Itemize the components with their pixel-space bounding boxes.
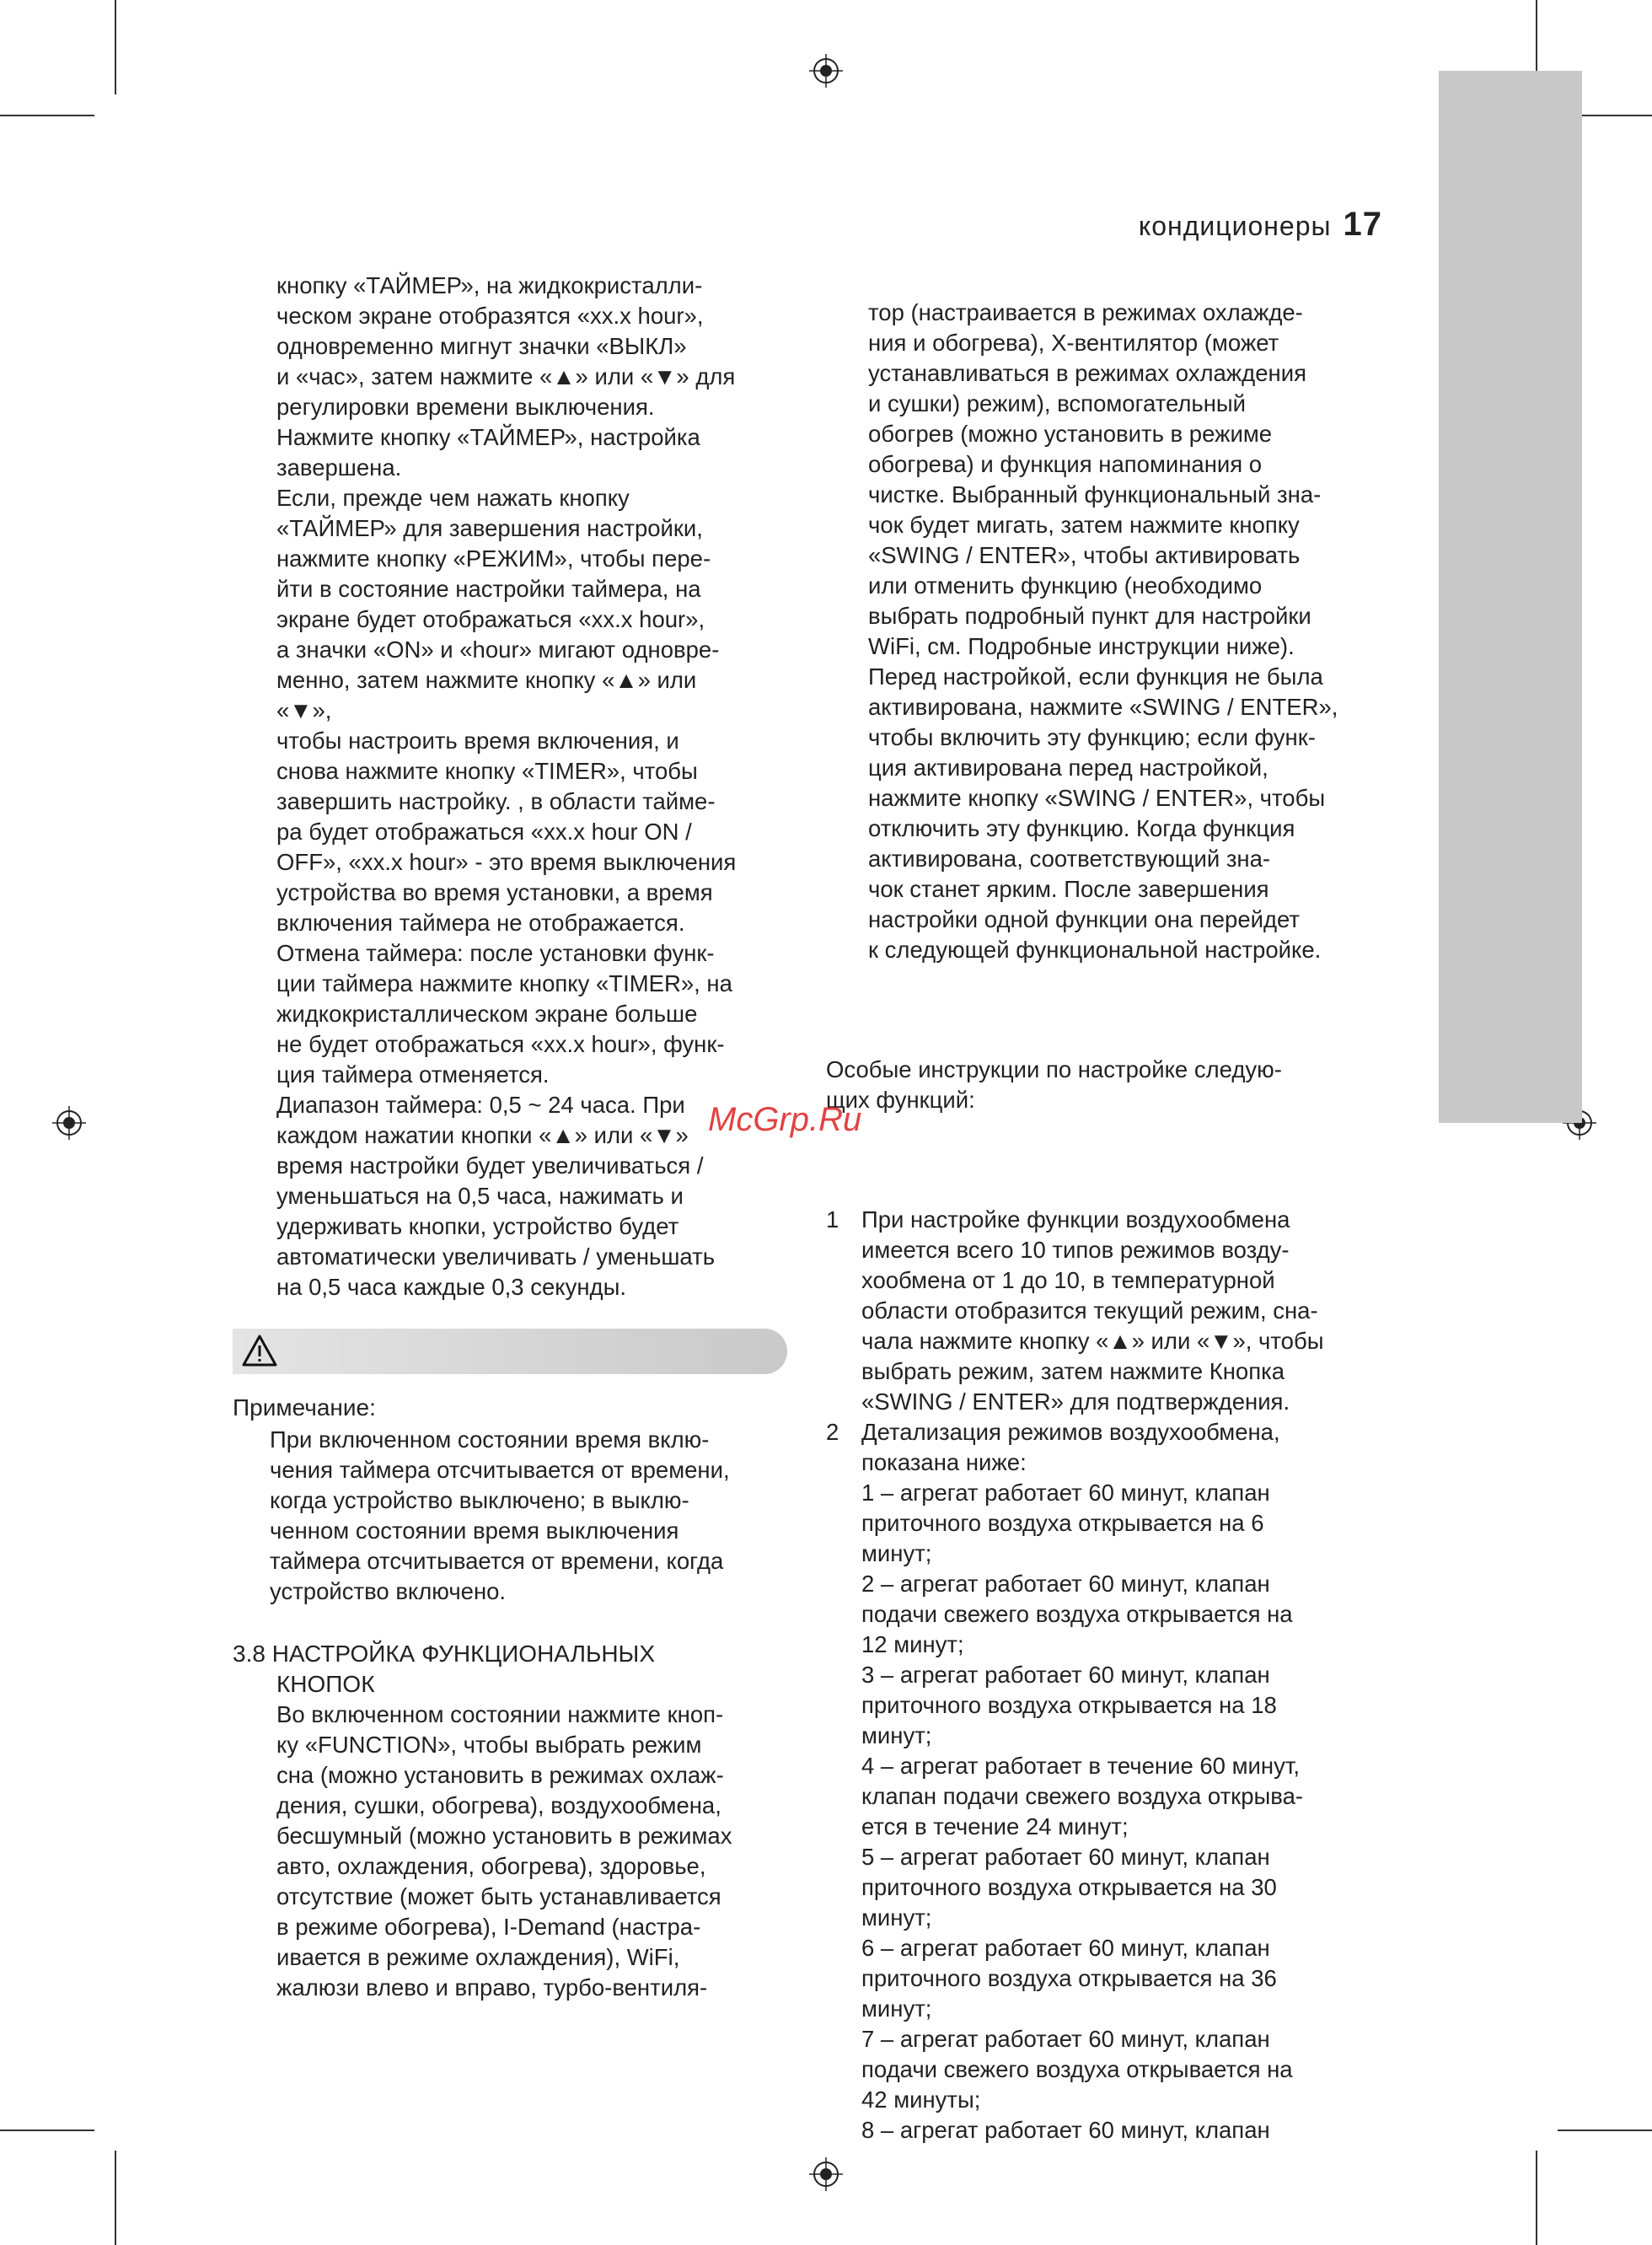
text-line: настройки одной функции она перейдет: [868, 906, 1300, 932]
text-line: показана ниже:: [861, 1449, 1027, 1475]
text-line: приточного воздуха открывается на 18: [861, 1692, 1277, 1718]
registration-mark-icon: [52, 1106, 86, 1140]
text-line: обогрева) и функция напоминания о: [868, 451, 1263, 477]
left-column: [276, 271, 799, 1302]
warning-icon: [241, 1334, 278, 1367]
text-line: минут;: [861, 1904, 932, 1931]
list-item: [826, 1205, 1399, 1417]
text-line: WiFi, см. Подробные инструкции ниже).: [868, 633, 1295, 659]
text-line: каждом нажатии кнопки «▲» или «▼»: [276, 1122, 689, 1148]
text-line: выбрать режим, затем нажмите Кнопка: [861, 1358, 1285, 1384]
text-line: Отмена таймера: после установки функ-: [276, 940, 715, 966]
text-line: жидкокристаллическом экране больше: [276, 1001, 698, 1027]
list-item: [826, 1417, 1399, 2146]
note-body: [270, 1425, 792, 1607]
text-line: 5 – агрегат работает 60 минут, клапан: [861, 1844, 1270, 1870]
text-line: Особые инструкции по настройке следую-: [826, 1056, 1282, 1082]
warning-bar: [233, 1329, 787, 1374]
crop-mark: [0, 2130, 94, 2131]
note-line: При включенном состоянии время вклю-: [270, 1426, 710, 1453]
text-line: удерживать кнопки, устройство будет: [276, 1213, 679, 1239]
text-line: чок будет мигать, затем нажмите кнопку: [868, 512, 1300, 538]
text-line: чтобы настроить время включения, и: [276, 728, 679, 754]
note-line: чения таймера отсчитывается от времени,: [270, 1457, 730, 1483]
text-line: ция таймера отменяется.: [276, 1061, 550, 1088]
text-line: йти в состояние настройки таймера, на: [276, 576, 701, 602]
text-line: ра будет отображаться «xx.x hour ON /: [276, 819, 692, 845]
section-title: [233, 1639, 772, 1700]
text-line: активирована, нажмите «SWING / ENTER»,: [868, 694, 1338, 720]
text-line: ческом экране отобразятся «xx.x hour»,: [276, 303, 704, 329]
text-line: авто, охлаждения, обогрева), здоровье,: [276, 1853, 706, 1879]
page-number: 17: [1343, 206, 1382, 243]
section-title-line: КНОПОК: [276, 1671, 375, 1697]
header-section: кондиционеры: [1138, 211, 1332, 241]
text-line: OFF», «xx.x hour» - это время выключения: [276, 849, 737, 875]
numbered-list: [826, 1205, 1399, 2146]
text-line: дения, сушки, обогрева), воздухообмена,: [276, 1792, 721, 1818]
text-line: щих функций:: [826, 1087, 975, 1113]
page-header: [1139, 206, 1382, 244]
list-number: 1: [826, 1206, 839, 1233]
text-line: хообмена от 1 до 10, в температурной: [861, 1267, 1275, 1293]
text-line: жалюзи влево и вправо, турбо-вентиля-: [276, 1974, 708, 2001]
special-intro: [826, 1055, 1399, 1115]
text-line: тор (настраивается в режимах охлажде-: [868, 299, 1303, 325]
text-line: 8 – агрегат работает 60 минут, клапан: [861, 2117, 1270, 2143]
text-line: 2 – агрегат работает 60 минут, клапан: [861, 1571, 1270, 1597]
text-line: имеется всего 10 типов режимов возду-: [861, 1237, 1290, 1263]
text-line: уменьшаться на 0,5 часа, нажимать и: [276, 1183, 684, 1209]
text-line: не будет отображаться «xx.x hour», функ-: [276, 1031, 725, 1057]
text-line: 6 – агрегат работает 60 минут, клапан: [861, 1935, 1270, 1961]
text-line: Диапазон таймера: 0,5 ~ 24 часа. При: [276, 1092, 685, 1118]
text-line: области отобразится текущий режим, сна-: [861, 1297, 1318, 1324]
text-line: завершена.: [276, 454, 402, 481]
text-line: бесшумный (можно установить в режимах: [276, 1823, 732, 1849]
text-line: «ТАЙМЕР» для завершения настройки,: [276, 515, 703, 541]
text-line: кнопку «ТАЙМЕР», на жидкокристалли-: [276, 272, 703, 298]
watermark-logo: McGrp.Ru: [708, 1101, 862, 1138]
right-paragraph: [826, 298, 1399, 965]
text-line: сна (можно установить в режимах охлаж-: [276, 1762, 724, 1788]
text-line: приточного воздуха открывается на 36: [861, 1965, 1277, 1991]
text-line: чтобы включить эту функцию; если функ-: [868, 724, 1316, 750]
note-line: ченном состоянии время выключения: [270, 1517, 679, 1544]
text-line: нажмите кнопку «РЕЖИМ», чтобы пере-: [276, 545, 711, 572]
text-line: ция активирована перед настройкой,: [868, 755, 1268, 781]
text-line: 4 – агрегат работает в течение 60 минут,: [861, 1753, 1301, 1779]
text-line: чок станет ярким. После завершения: [868, 876, 1269, 902]
text-line: и сушки) режим), вспомогательный: [868, 390, 1247, 416]
text-line: на 0,5 часа каждые 0,3 секунды.: [276, 1274, 627, 1300]
text-line: Во включенном состоянии нажмите кноп-: [276, 1701, 724, 1727]
text-line: а значки «ON» и «hour» мигают одновре-: [276, 636, 720, 663]
text-line: 7 – агрегат работает 60 минут, клапан: [861, 2026, 1270, 2052]
crop-mark: [0, 115, 94, 116]
text-line: ется в течение 24 минут;: [861, 1813, 1129, 1840]
text-line: регулировки времени выключения.: [276, 394, 655, 420]
text-line: минут;: [861, 1722, 932, 1748]
text-line: чистке. Выбранный функциональный зна-: [868, 481, 1322, 508]
text-line: приточного воздуха открывается на 6: [861, 1510, 1264, 1536]
text-line: «SWING / ENTER», чтобы активировать: [868, 542, 1301, 568]
text-line: в режиме обогрева), I-Demand (настра-: [276, 1914, 701, 1940]
text-line: обогрев (можно установить в режиме: [868, 421, 1273, 447]
text-line: ивается в режиме охлаждения), WiFi,: [276, 1944, 680, 1970]
text-line: выбрать подробный пункт для настройки: [868, 603, 1311, 629]
text-line: активирована, соответствующий зна-: [868, 846, 1271, 872]
text-line: отключить эту функцию. Когда функция: [868, 815, 1295, 841]
text-line: При настройке функции воздухообмена: [861, 1206, 1290, 1233]
text-line: 3 – агрегат работает 60 минут, клапан: [861, 1662, 1270, 1688]
text-line: Перед настройкой, если функция не была: [868, 663, 1323, 690]
registration-mark-icon: [809, 54, 843, 88]
crop-mark: [115, 2151, 116, 2245]
text-line: подачи свежего воздуха открывается на: [861, 2056, 1293, 2082]
section-body: [276, 1700, 799, 2003]
text-line: к следующей функциональной настройке.: [868, 937, 1322, 963]
text-line: чала нажмите кнопку «▲» или «▼», чтобы: [861, 1328, 1324, 1354]
list-item-body: [861, 1205, 1323, 1417]
text-line: время настройки будет увеличиваться /: [276, 1152, 704, 1179]
crop-mark: [1558, 2130, 1652, 2131]
text-line: подачи свежего воздуха открывается на: [861, 1601, 1293, 1627]
text-line: экране будет отображаться «xx.x hour»,: [276, 606, 705, 632]
text-line: Нажмите кнопку «ТАЙМЕР», настройка: [276, 424, 700, 450]
text-line: завершить настройку. , в области тайме-: [276, 788, 716, 814]
text-line: включения таймера не отображается.: [276, 910, 685, 936]
text-line: или отменить функцию (необходимо: [868, 572, 1263, 599]
note-line: устройство включено.: [270, 1578, 507, 1604]
text-line: минут;: [861, 1540, 932, 1566]
side-tab: [1439, 71, 1582, 1123]
text-line: 12 минут;: [861, 1631, 964, 1657]
text-line: клапан подачи свежего воздуха открыва-: [861, 1783, 1304, 1809]
list-item-body: [861, 1417, 1303, 2146]
crop-mark: [115, 0, 116, 94]
text-line: и «час», затем нажмите «▲» или «▼» для: [276, 363, 736, 389]
text-line: ции таймера нажмите кнопку «TIMER», на: [276, 970, 732, 996]
text-line: нажмите кнопку «SWING / ENTER», чтобы: [868, 785, 1326, 811]
note-title: Примечание:: [233, 1394, 376, 1421]
text-line: приточного воздуха открывается на 30: [861, 1874, 1277, 1900]
text-line: ку «FUNCTION», чтобы выбрать режим: [276, 1732, 702, 1758]
note-line: когда устройство выключено; в выклю-: [270, 1487, 689, 1513]
section-title-line: 3.8 НАСТРОЙКА ФУНКЦИОНАЛЬНЫХ: [233, 1641, 656, 1667]
text-line: ния и обогрева), X-вентилятор (может: [868, 330, 1279, 356]
list-number: 2: [826, 1419, 839, 1445]
crop-mark: [1536, 2151, 1537, 2245]
text-line: Детализация режимов воздухообмена,: [861, 1419, 1280, 1445]
text-line: отсутствие (может быть устанавливается: [276, 1883, 721, 1909]
text-line: «SWING / ENTER» для подтверждения.: [861, 1388, 1290, 1415]
text-line: автоматически увеличивать / уменьшать: [276, 1243, 716, 1270]
text-line: минут;: [861, 1995, 932, 2022]
text-line: менно, затем нажмите кнопку «▲» или: [276, 667, 697, 693]
note-line: таймера отсчитывается от времени, когда: [270, 1548, 724, 1574]
text-line: «▼»,: [276, 697, 332, 723]
text-line: устройства во время установки, а время: [276, 879, 713, 905]
text-line: Если, прежде чем нажать кнопку: [276, 485, 630, 511]
text-line: устанавливаться в режимах охлаждения: [868, 360, 1306, 386]
right-column: [826, 267, 1399, 2176]
text-line: одновременно мигнут значки «ВЫКЛ»: [276, 333, 687, 359]
text-line: снова нажмите кнопку «TIMER», чтобы: [276, 758, 698, 784]
text-line: 1 – агрегат работает 60 минут, клапан: [861, 1480, 1270, 1506]
text-line: 42 минуты;: [861, 2087, 981, 2113]
